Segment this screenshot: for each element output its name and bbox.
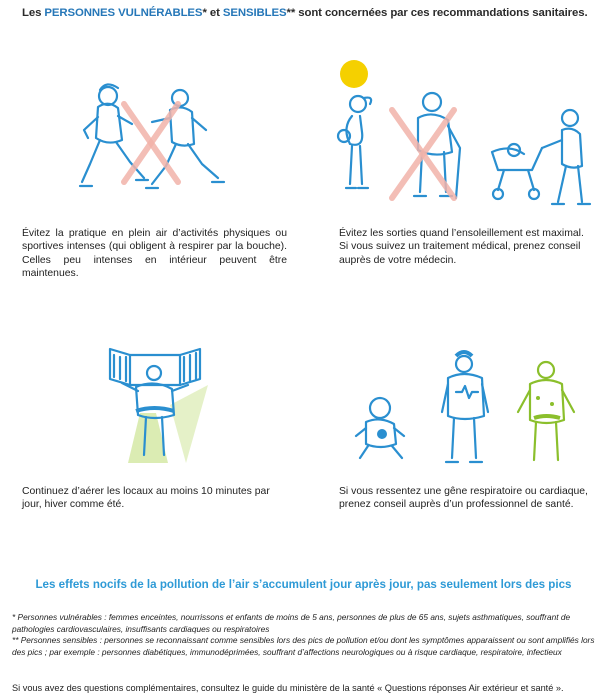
baby-child-icon <box>352 396 410 462</box>
open-window-ventilation-icon <box>100 345 220 470</box>
recommendation-1-text: Évitez la pratique en plein air d’activités physiques ou sportives intenses (qui obligent à respirer par la bouche). Celles peu intenses en intérieur peuvent être maintenues. <box>22 228 287 280</box>
tagline: Les effets nocifs de la pollution de l’air s’accumulent jour après jour, pas seulement lors des pics <box>35 578 572 591</box>
page-header <box>22 7 592 19</box>
recommendation-2-text: Évitez les sorties quand l’ensoleillement est maximal. Si vous suivez un traitement médical, prenez conseil auprès de votre médecin. <box>339 228 584 266</box>
green-person-icon <box>512 358 582 468</box>
closing-note: Si vous avez des questions complémentaires, consultez le guide du ministère de la santé « Questions réponses Air extérieur et santé ». <box>12 683 564 693</box>
heart-condition-person-icon <box>436 352 496 466</box>
header-vulnerables: PERSONNES VULNÉRABLES <box>44 7 203 19</box>
header-sensibles: SENSIBLES <box>222 7 287 19</box>
pregnant-woman-and-elderly-crossed-icon <box>330 88 480 208</box>
header-prefix: Les <box>22 7 45 19</box>
sun-icon <box>338 58 370 90</box>
footnote-vulnerables: * Personnes vulnérables : femmes enceintes, nourrissons et enfants de moins de 5 ans, personnes de plus de 65 ans, sujets asthmatiques, souffrant de pathologies cardiovasculaires, insuffisants cardiaques ou respiratoires <box>12 612 571 634</box>
recommendation-4-text: Si vous ressentez une gêne respiratoire ou cardiaque, prenez conseil auprès d’un professionnel de santé. <box>339 486 588 511</box>
header-middle: * et <box>202 7 223 19</box>
footnote-sensibles: ** Personnes sensibles : personnes se reconnaissant comme sensibles lors des pics de pollution et/ou dont les symptômes apparaissent ou sont amplifiés lors des pics ; par exemple : personnes diabétiques, immunodéprimées, souffrant d’affections neurologiques ou à risque cardiaque, respiratoire, infectieux <box>12 635 595 657</box>
runners-crossed-icon <box>78 82 238 212</box>
stroller-walker-icon <box>484 108 594 208</box>
recommendation-3-text: Continuez d’aérer les locaux au moins 10 minutes par jour, hiver comme été. <box>22 486 270 511</box>
header-suffix: ** sont concernées par ces recommandations sanitaires. <box>286 7 588 19</box>
